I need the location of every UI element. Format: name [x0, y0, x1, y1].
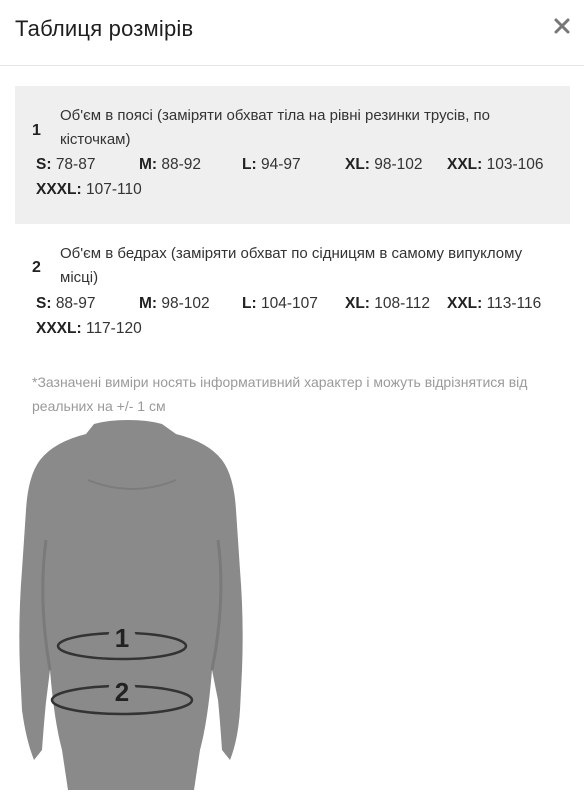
modal-header: [0, 0, 584, 66]
body-silhouette-image: [8, 420, 258, 790]
size-value: XXL: 103-106: [447, 156, 544, 173]
measurement-hips: [15, 232, 570, 350]
measurement-number: 2: [32, 259, 41, 276]
measurement-description: Об'єм в поясі (заміряти обхват тіла на рівні резинки трусів, по кісточкам): [60, 107, 491, 148]
size-value: L: 94-97: [242, 156, 301, 173]
disclaimer-note: *Зазначені виміри носять інформативний характер і можуть відрізнятися від реальних на +/- 1 см: [32, 374, 528, 414]
size-value: M: 88-92: [139, 156, 202, 173]
size-value: M: 98-102: [139, 295, 210, 312]
size-value: XXL: 113-116: [447, 295, 542, 312]
modal-title: Таблиця розмірів: [15, 16, 194, 41]
close-button[interactable]: [550, 14, 574, 38]
measurement-description: Об'єм в бедрах (заміряти обхват по сідницям в самому випуклому місці): [60, 245, 523, 286]
size-value: L: 104-107: [242, 295, 318, 312]
measurement-number: 1: [32, 122, 41, 139]
measurement-waist: [15, 86, 570, 224]
torso-silhouette: [19, 420, 242, 790]
size-value: S: 88-97: [36, 295, 96, 312]
size-value: XL: 108-112: [345, 295, 431, 312]
waist-marker: 1: [114, 623, 130, 653]
size-value: XXXL: 117-120: [36, 320, 142, 337]
body-silhouette-figure: [8, 420, 258, 790]
size-value: S: 78-87: [36, 156, 96, 173]
close-icon: [550, 14, 574, 38]
hip-marker: 2: [114, 677, 130, 707]
size-value: XL: 98-102: [345, 156, 423, 173]
size-value: XXXL: 107-110: [36, 181, 142, 198]
